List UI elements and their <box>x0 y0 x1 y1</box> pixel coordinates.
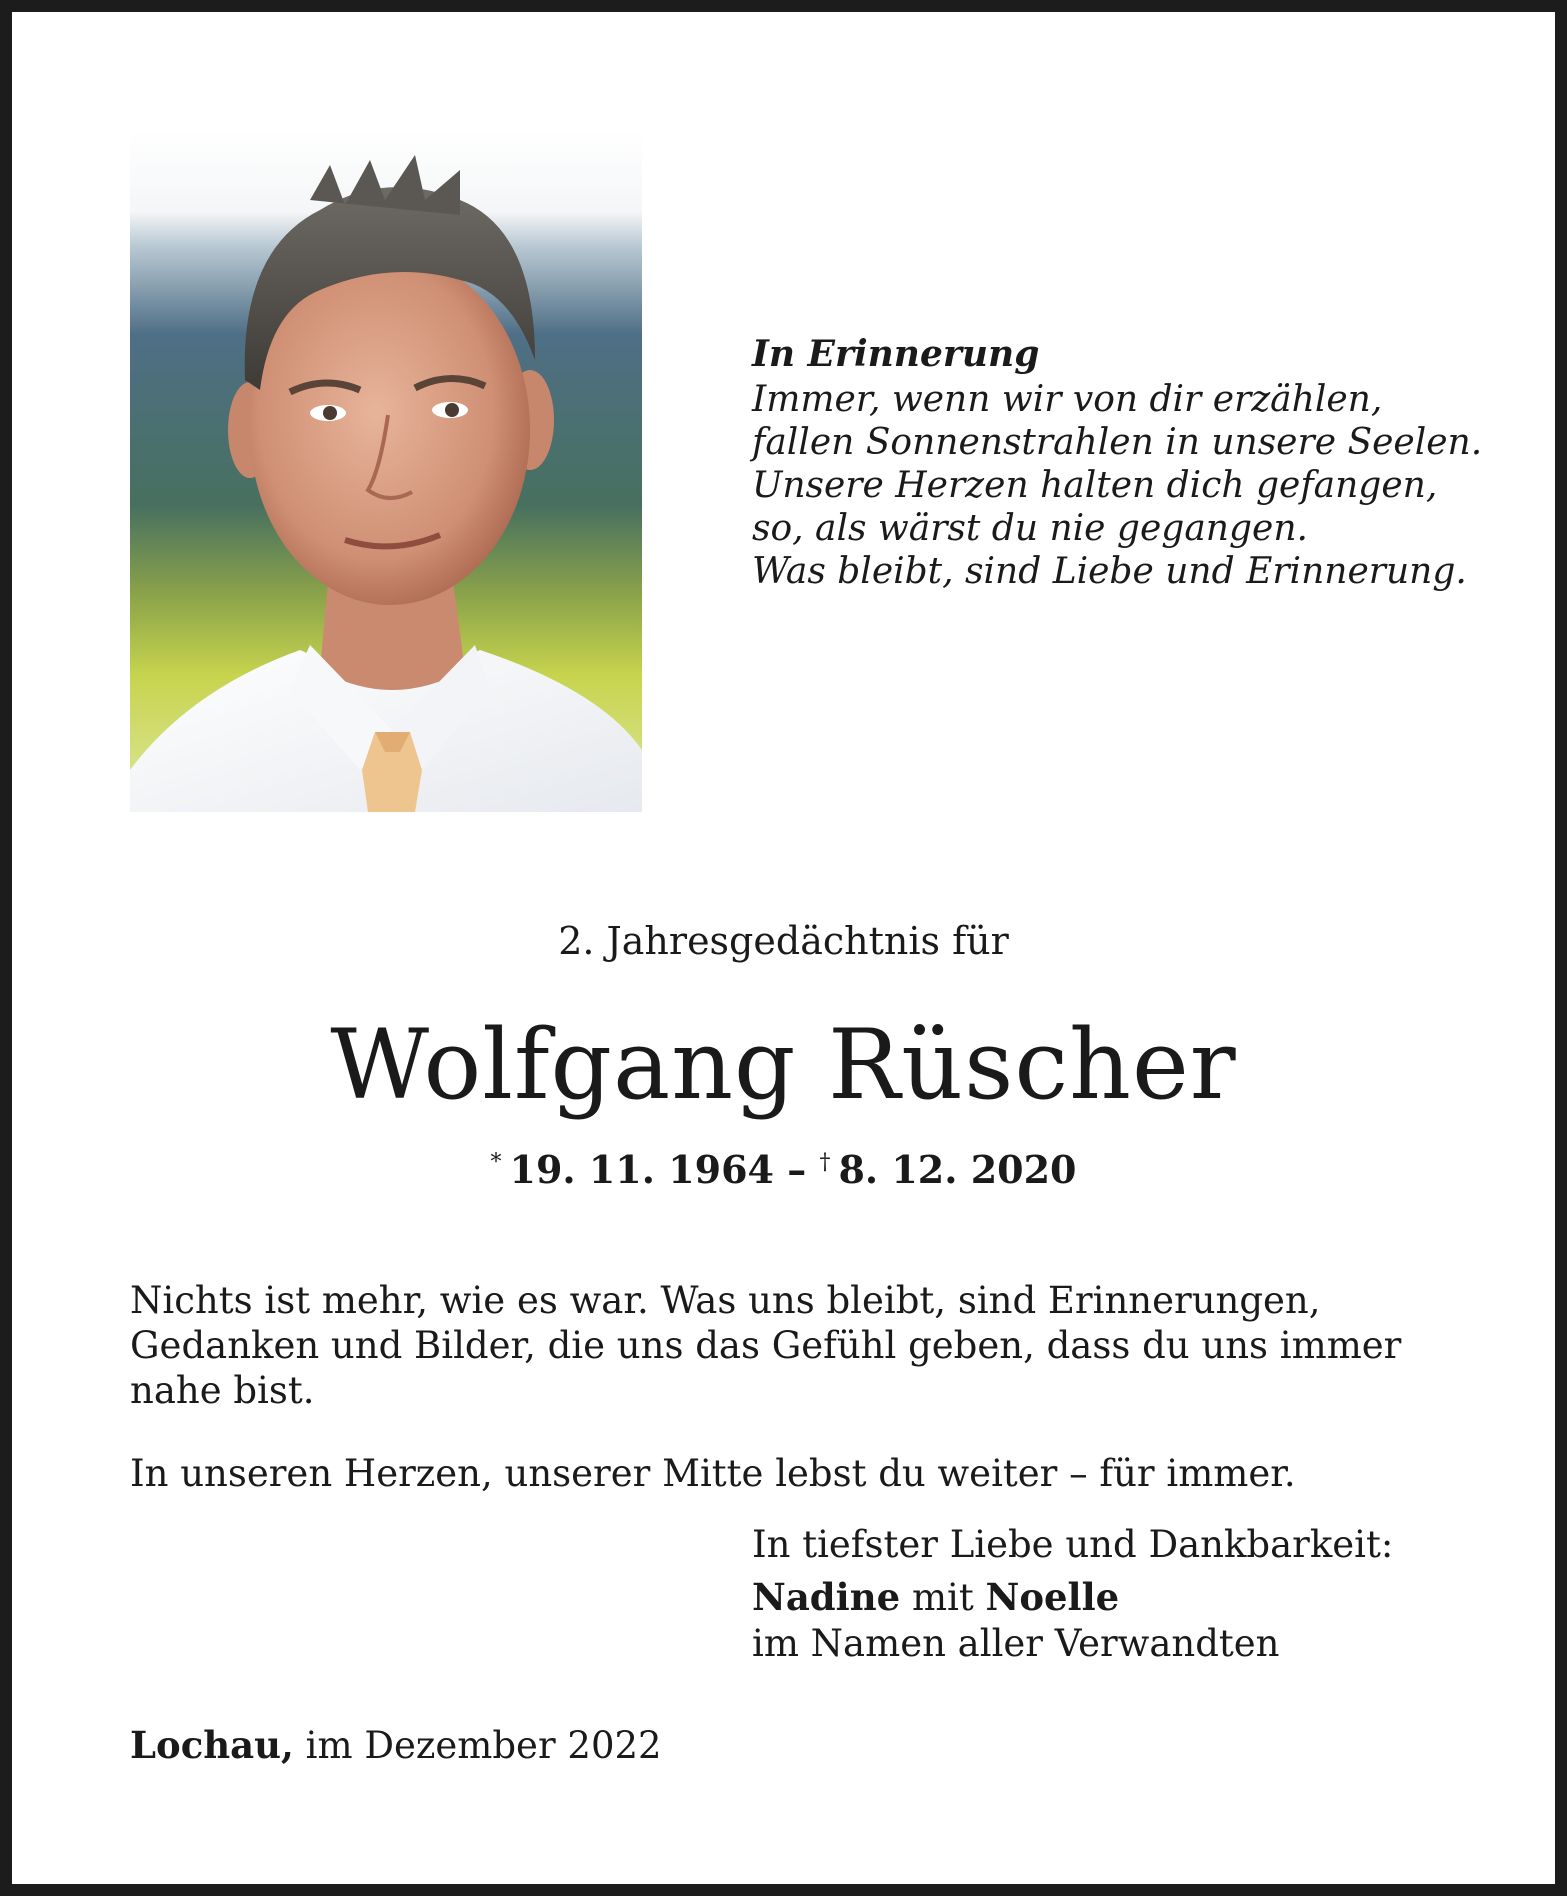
death-mark: † <box>819 1150 831 1175</box>
birth-date: 19. 11. 1964 <box>509 1147 774 1192</box>
death-date: 8. 12. 2020 <box>838 1147 1077 1192</box>
place-date <box>130 1722 1030 1769</box>
signer-name: Nadine <box>752 1575 901 1619</box>
signature-names <box>752 1574 1472 1621</box>
poem-line: Was bleibt, sind Liebe und Erinnerung. <box>752 551 1467 592</box>
poem-line: fallen Sonnenstrahlen in unsere Seelen. <box>752 422 1483 463</box>
portrait-image <box>130 130 642 812</box>
portrait-photo <box>130 130 642 812</box>
signature-block <box>752 1522 1472 1667</box>
memorial-paragraph: In unseren Herzen, unserer Mitte lebst du weiter – für immer. <box>130 1452 1296 1495</box>
life-dates <box>0 1140 1567 1193</box>
signature-intro: In tiefster Liebe und Dankbarkeit: <box>752 1523 1394 1566</box>
notice-date: im Dezember 2022 <box>305 1724 662 1767</box>
poem-line: so, als wärst du nie gegangen. <box>752 508 1308 549</box>
birth-mark: * <box>490 1150 502 1175</box>
place-name: Lochau, <box>130 1723 294 1767</box>
poem-line: Unsere Herzen halten dich gefangen, <box>752 465 1438 506</box>
signer-connector: mit <box>911 1576 974 1619</box>
date-separator: – <box>773 1147 820 1192</box>
poem-line: Immer, wenn wir von dir erzählen, <box>752 379 1383 420</box>
anniversary-title: 2. Jahresgedächtnis für <box>558 919 1009 963</box>
deceased-name: Wolfgang Rüscher <box>330 1009 1237 1121</box>
signature-family: im Namen aller Verwandten <box>752 1622 1280 1665</box>
memorial-paragraph: Nichts ist mehr, wie es war. Was uns bleibt, sind Erinnerungen, Gedanken und Bilder, die uns das Gefühl geben, dass du uns immer nahe bist. <box>130 1279 1402 1412</box>
memorial-text <box>130 1278 1470 1496</box>
memorial-poem <box>752 333 1483 593</box>
signer-name: Noelle <box>985 1575 1120 1619</box>
poem-heading: In Erinnerung <box>752 333 1040 375</box>
